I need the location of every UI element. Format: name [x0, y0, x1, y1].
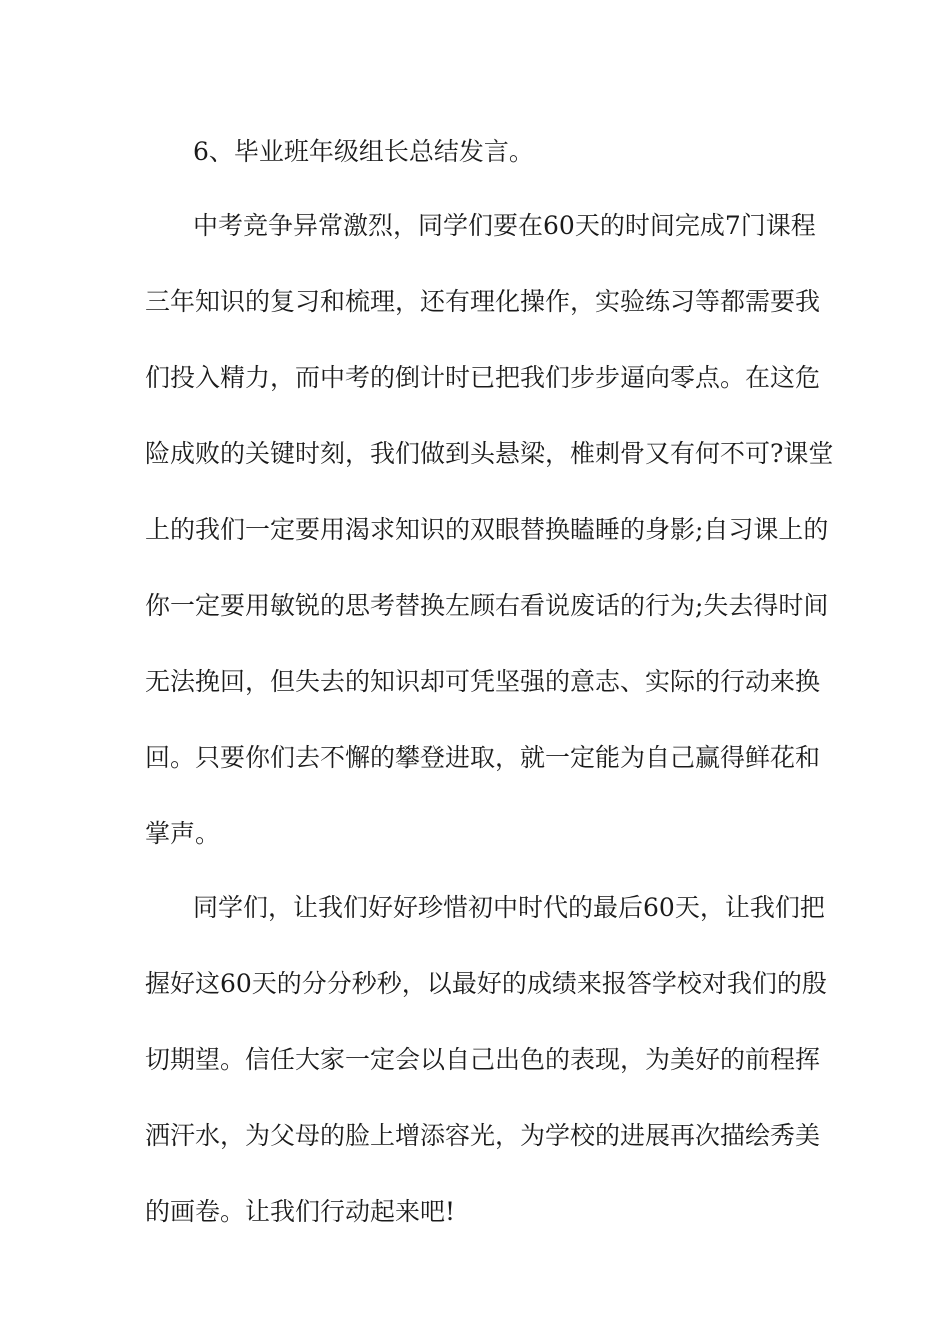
paragraph-line: 握好这60天的分分秒秒，以最好的成绩来报答学校对我们的殷: [145, 969, 827, 998]
paragraph-line: 三年知识的复习和梳理，还有理化操作，实验练习等都需要我: [145, 287, 821, 316]
paragraph-line: 们投入精力，而中考的倒计时已把我们步步逼向零点。在这危: [145, 363, 821, 392]
paragraph-line: 无法挽回，但失去的知识却可凭坚强的意志、实际的行动来换: [145, 667, 821, 696]
paragraph-line: 险成败的关键时刻，我们做到头悬梁，椎刺骨又有何不可?课堂: [145, 439, 834, 468]
paragraph-heading-line: 6、毕业班年级组长总结发言。: [193, 137, 534, 166]
paragraph-line: 中考竞争异常激烈，同学们要在60天的时间完成7门课程: [193, 211, 816, 240]
paragraph-line: 洒汗水，为父母的脸上增添容光，为学校的进展再次描绘秀美: [145, 1121, 821, 1150]
paragraph-line: 切期望。信任大家一定会以自己出色的表现，为美好的前程挥: [145, 1045, 821, 1074]
paragraph-line: 同学们，让我们好好珍惜初中时代的最后60天，让我们把: [193, 893, 825, 922]
paragraph-line: 掌声。: [145, 819, 221, 848]
paragraph-line: 上的我们一定要用渴求知识的双眼替换瞌睡的身影;自习课上的: [145, 515, 829, 544]
paragraph-line: 回。只要你们去不懈的攀登进取，就一定能为自己赢得鲜花和: [145, 743, 821, 772]
paragraph-line: 你一定要用敏锐的思考替换左顾右看说废话的行为;失去得时间: [145, 591, 829, 620]
paragraph-line: 的画卷。让我们行动起来吧!: [145, 1197, 456, 1226]
